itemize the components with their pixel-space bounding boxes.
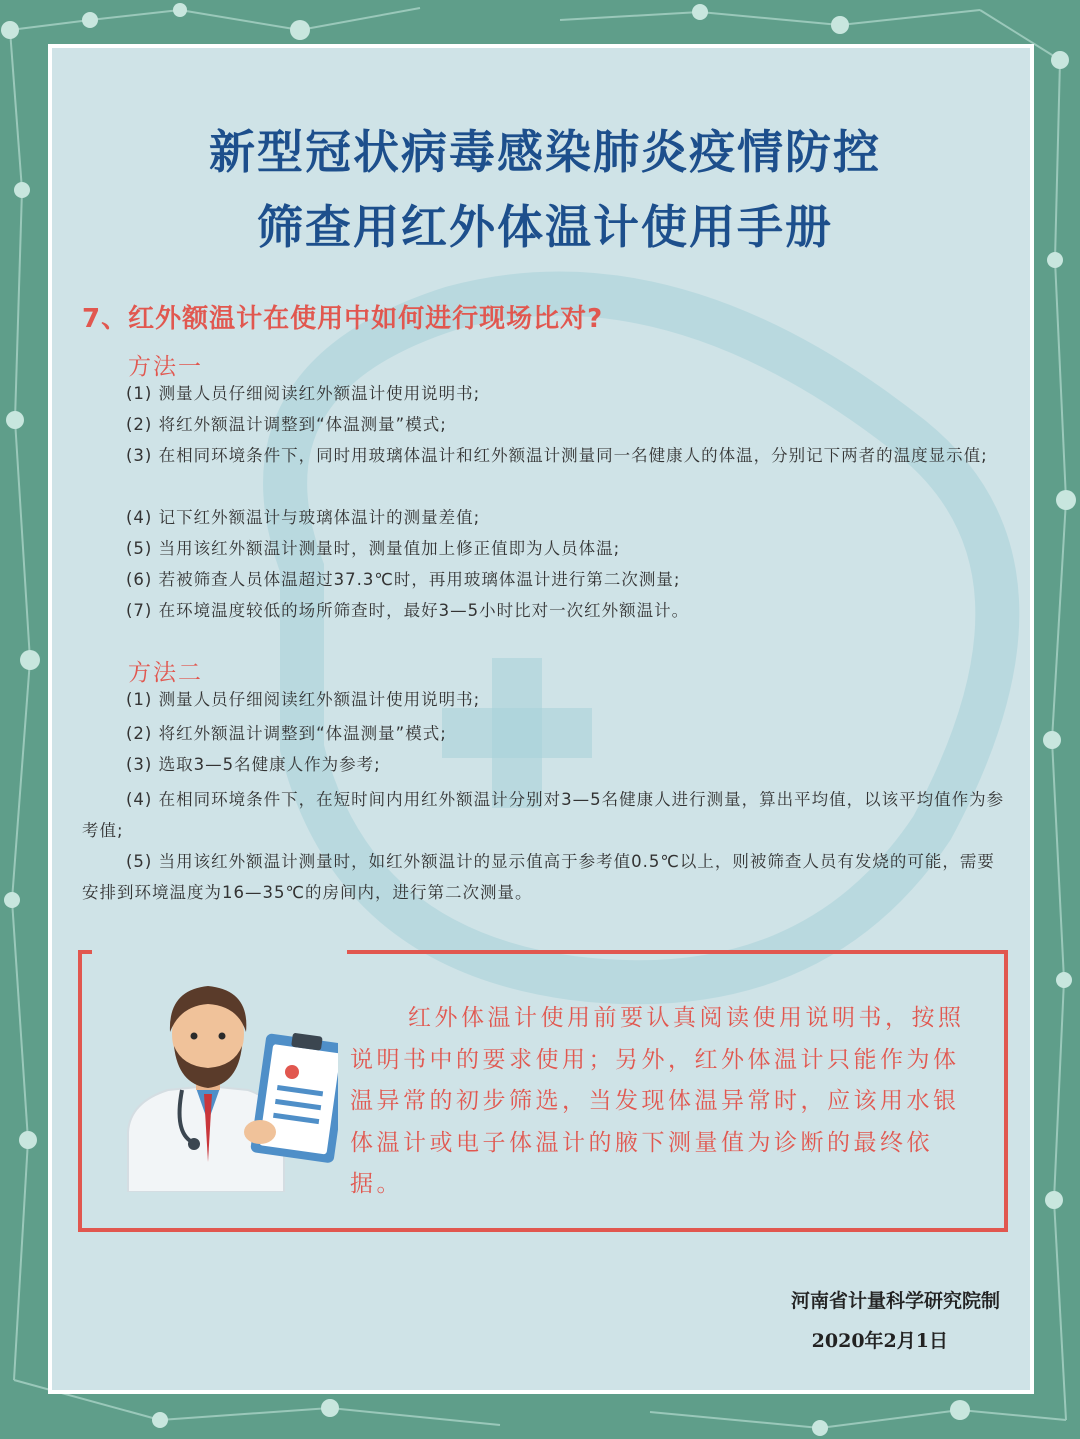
method-two-heading: 方法二 — [128, 660, 203, 686]
method-two-step: (2) 将红外额温计调整到“体温测量”模式; — [126, 724, 447, 743]
doctor-with-clipboard-icon — [108, 962, 338, 1192]
method-one-step: (5) 当用该红外额温计测量时，测量值加上修正值即为人员体温; — [126, 539, 621, 558]
section-heading: 7、红外额温计在使用中如何进行现场比对? — [82, 304, 604, 334]
method-one-step: (4) 记下红外额温计与玻璃体温计的测量差值; — [126, 508, 481, 527]
method-two-step: (5) 当用该红外额温计测量时，如红外额温计的显示值高于参考值0.5℃以上，则被筛查人员有发烧的可能，需要安排到环境温度为16—35℃的房间内，进行第二次测量。 — [82, 852, 995, 902]
method-one-heading: 方法一 — [128, 354, 203, 380]
content-panel — [48, 44, 1034, 1394]
note-box-gap — [92, 946, 347, 958]
footer-organization: 河南省计量科学研究院制 — [790, 1290, 1000, 1312]
method-two-step: (3) 选取3—5名健康人作为参考; — [126, 755, 381, 774]
method-two-step: (1) 测量人员仔细阅读红外额温计使用说明书; — [126, 690, 481, 709]
page-title-line-1: 新型冠状病毒感染肺炎疫情防控 — [209, 125, 881, 179]
method-one-step: (7) 在环境温度较低的场所筛查时，最好3—5小时比对一次红外额温计。 — [126, 601, 690, 620]
method-one-step: (6) 若被筛查人员体温超过37.3℃时，再用玻璃体温计进行第二次测量; — [126, 570, 681, 589]
method-one-step: (2) 将红外额温计调整到“体温测量”模式; — [126, 415, 447, 434]
method-one-step: (1) 测量人员仔细阅读红外额温计使用说明书; — [126, 384, 481, 403]
method-one-step: (3) 在相同环境条件下，同时用玻璃体温计和红外额温计测量同一名健康人的体温，分别记下两者的温度显示值; — [126, 446, 988, 465]
page-title-line-2: 筛查用红外体温计使用手册 — [257, 200, 833, 254]
note-text: 红外体温计使用前要认真阅读使用说明书，按照说明书中的要求使用；另外，红外体温计只能作为体温异常的初步筛选，当发现体温异常时，应该用水银体温计或电子体温计的腋下测量值为诊断的最终依据。 — [350, 1005, 965, 1197]
method-two-step: (4) 在相同环境条件下，在短时间内用红外额温计分别对3—5名健康人进行测量，算出平均值，以该平均值作为参考值; — [82, 790, 1005, 840]
footer-date: 2020年2月1日 — [811, 1330, 948, 1352]
